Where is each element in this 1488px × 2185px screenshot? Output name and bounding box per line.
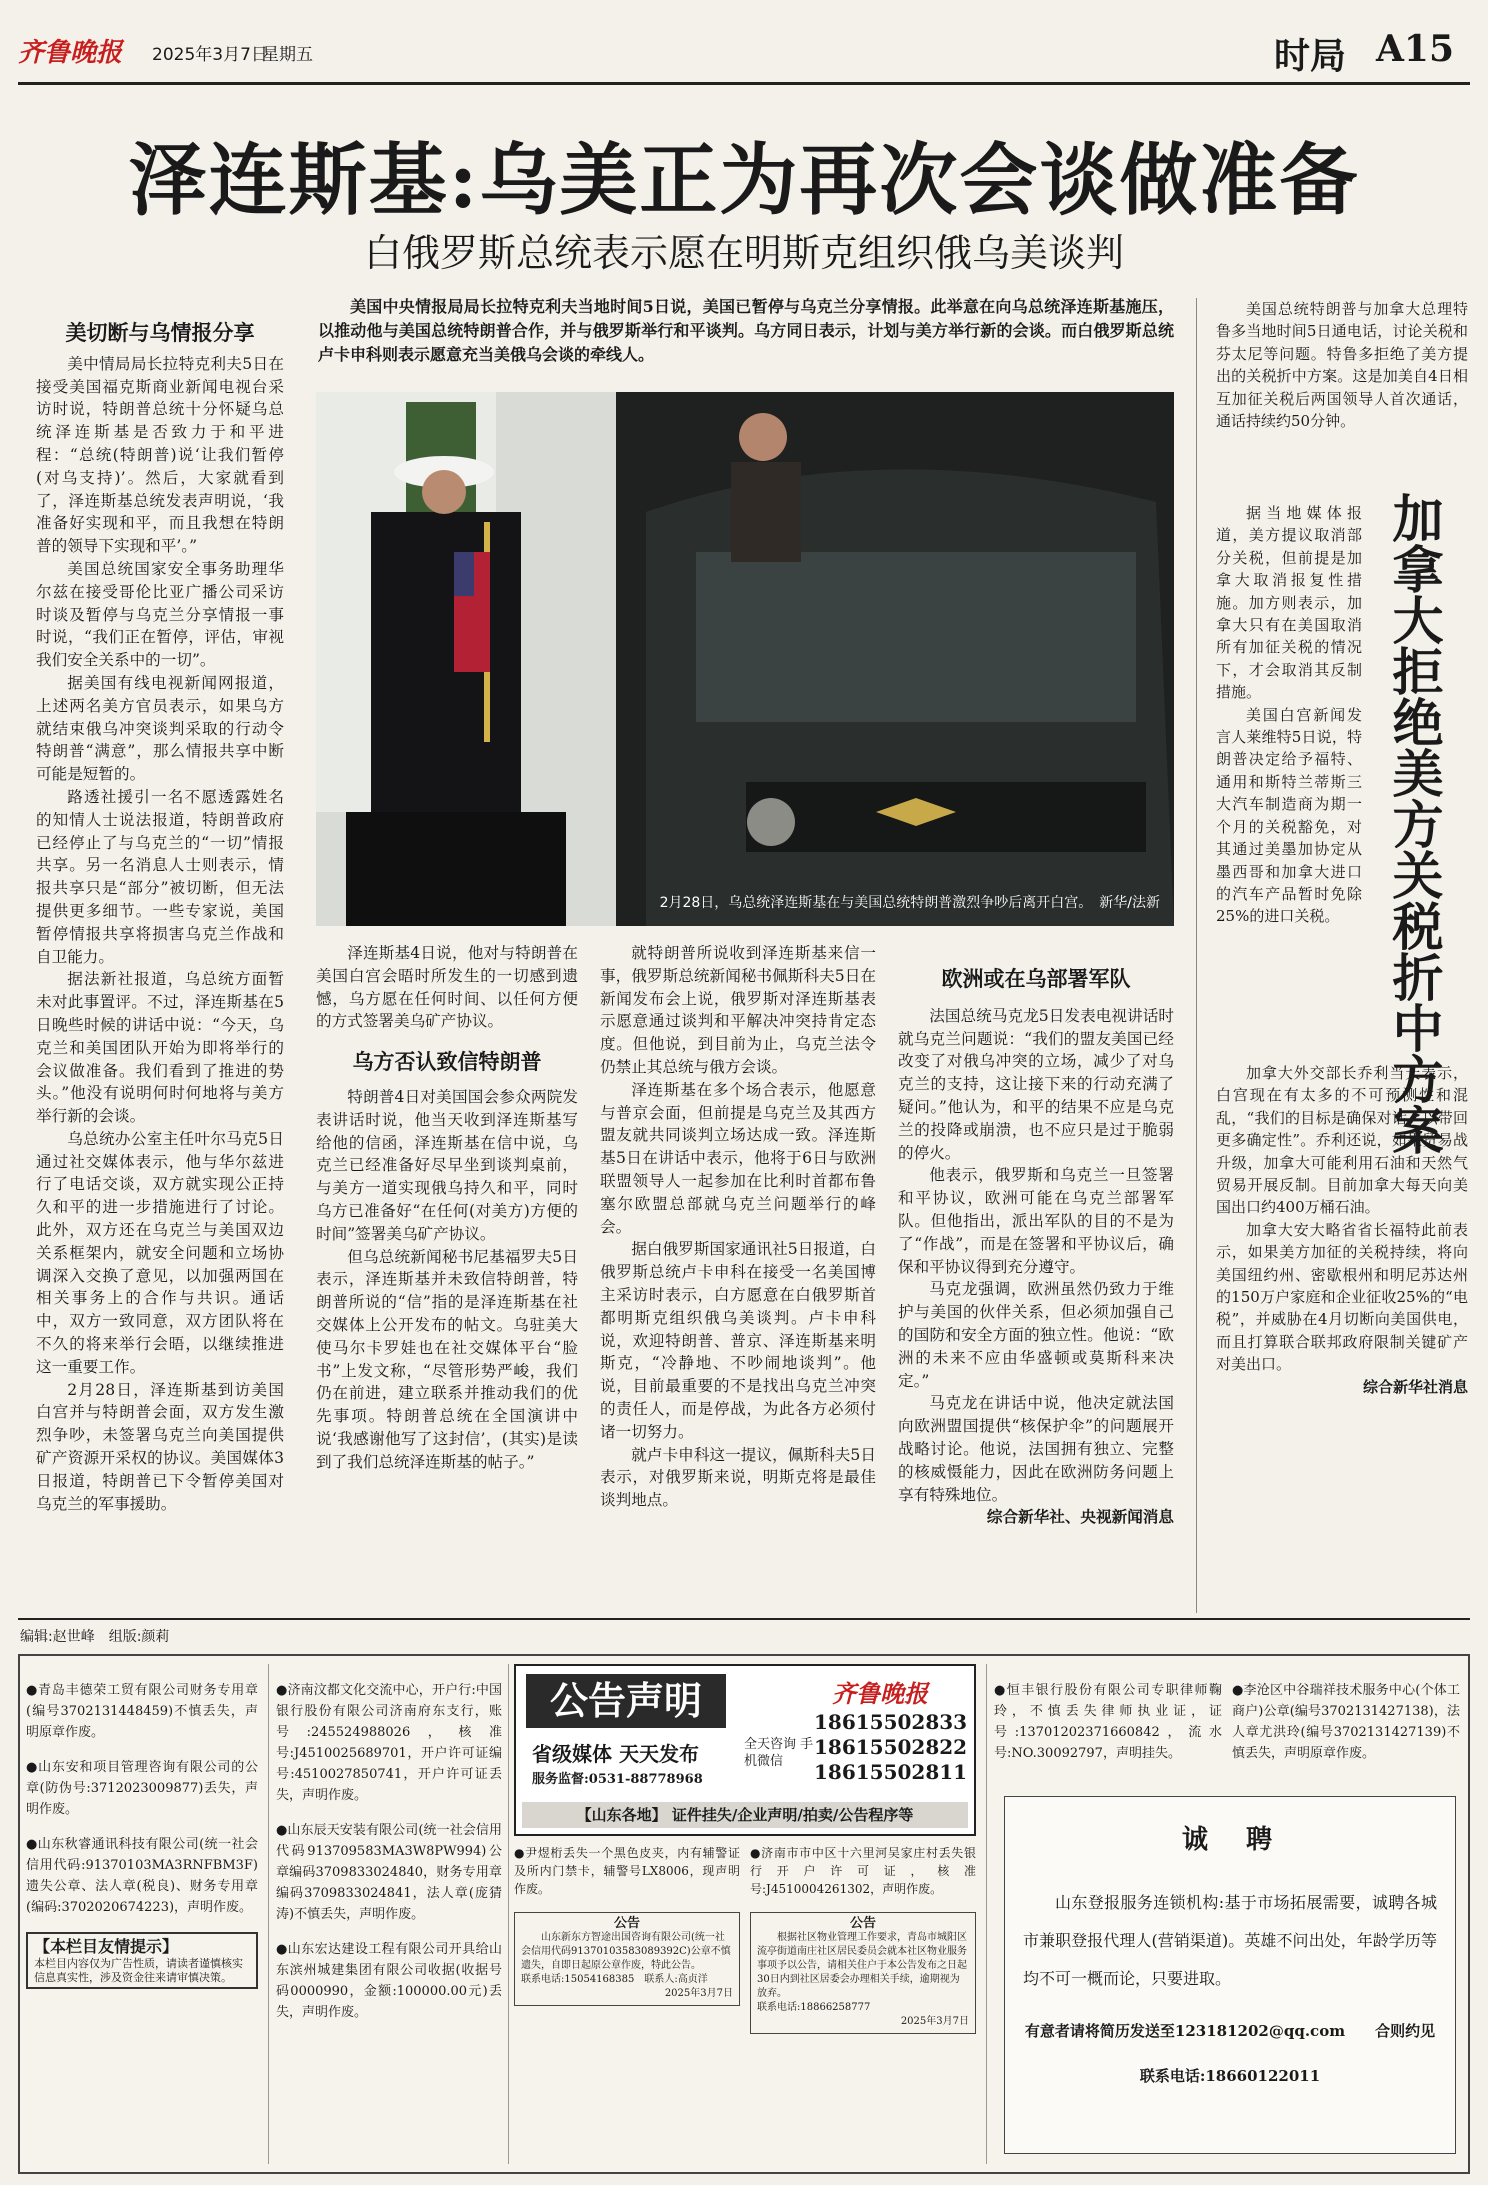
paragraph: 他表示，俄罗斯和乌克兰一旦签署和平协议，欧洲可能在乌克兰部署军队。但他指出，派出军队的目的不是为了“作战”，而是在签署和平协议后，确保和平协议得到充分遵守。 — [898, 1166, 1174, 1276]
phone-number: 18615502833 — [814, 1710, 968, 1734]
page-number: A15 — [1376, 28, 1455, 70]
paragraph: 美中情局局长拉特克利夫5日在接受美国福克斯商业新闻电视台采访时说，特朗普总统十分怀疑乌总统泽连斯基是否致力于和平进程：“总统(特朗普)说‘让我们暂停(对乌支持)’。然后，大家就看到了，泽连斯基总统发表声明说，‘我准备好实现和平，而且我想在特朗普的领导下实现和平’。” — [36, 354, 284, 556]
hotline-label: 全天咨询 手机微信 — [744, 1737, 814, 1769]
recruit-body: 山东登报服务连锁机构:基于市场拓展需要，诚聘各城市兼职登报代理人(营销渠道)。英雄不问出处，年龄学历等均不可一概而论，只要进取。 — [1023, 1893, 1437, 1988]
paragraph: 加拿大外交部长乔利当天表示，白宫现在有太多的不可预测性和混乱，“我们的目标是确保对话，以带回更多确定性”。乔利还说，如果贸易战升级，加拿大可能利用石油和天然气贸易开展反制。目前加拿大每天向美国出口约400万桶石油。 — [1216, 1064, 1468, 1217]
reminder-box — [26, 1932, 258, 1989]
paragraph: 据当地媒体报道，美方提议取消部分关税，但前提是加拿大取消报复性措施。加方则表示，加拿大只有在美国取消所有加征关税的情况下，才会取消其反制措施。 — [1216, 504, 1362, 702]
classified-ad: ●山东安和项目管理咨询有限公司的公章(防伪号:3712023009877)丢失，声明作废。 — [26, 1760, 258, 1817]
paragraph: 但乌总统新闻秘书尼基福罗夫5日表示，泽连斯基并未致信特朗普，特朗普所说的“信”指的是泽连斯基在社交媒体上公开发布的帖文。乌驻美大使马尔卡罗娃也在社交媒体平台“脸书”上发文称，“尽管形势严峻，我们仍在前进，建立联系并推动我们的优先事项。特朗普总统在全国演讲中说‘我感谢他写了这封信’，(其实)是读到了我们总统泽连斯基的帖子。” — [316, 1247, 578, 1471]
reminder-text: 本栏目内容仅为广告性质，请读者谨慎核实信息真实性，涉及资金往来请审慎决策。 — [34, 1957, 243, 1984]
column-1 — [36, 312, 284, 1515]
notice-date: 2025年3月7日 — [664, 1988, 733, 1999]
paragraph: 泽连斯基4日说，他对与特朗普在美国白宫会晤时所发生的一切感到遗憾，乌方愿在任何时间、以任何方便的方式签署美乌矿产协议。 — [316, 944, 578, 1031]
paragraph: 美国总统特朗普与加拿大总理特鲁多当地时间5日通电话，讨论关税和芬太尼等问题。特鲁多拒绝了美方提出的关税折中方案。这是加美自4日相互加征关税后两国领导人首次通话，通话持续约50分钟。 — [1216, 300, 1468, 431]
ads-col-6 — [1232, 1680, 1460, 1778]
sidebar-divider — [1196, 298, 1197, 1613]
classified-ad: ●山东宏达建设工程有限公司开具给山东滨州城建集团有限公司收据(收据号码0000990，金额:100000.00元)丢失，声明作废。 — [276, 1942, 502, 2020]
paragraph: 马克龙强调，欧洲虽然仍致力于维护与美国的伙伴关系，但必须加强自己的国防和安全方面的独立性。他说：“欧洲的未来不应由华盛顿或莫斯科来决定。” — [898, 1280, 1174, 1390]
subhead-intel: 美切断与乌情报分享 — [65, 320, 255, 345]
classified-ad: ●恒丰银行股份有限公司专职律师鞠玲，不慎丢失律师执业证，证号:13701202371660842，流水号:NO.30092797，声明挂失。 — [994, 1683, 1222, 1761]
subheadline: 白俄罗斯总统表示愿在明斯克组织俄乌美谈判 — [363, 231, 1124, 275]
ads-col-1 — [26, 1680, 258, 1989]
classified-ad: ●济南市市中区十六里河吴家庄村丢失银行开户许可证，核准号:J4510004261302，声明作废。 — [750, 1846, 976, 1896]
column-3 — [600, 942, 876, 1512]
notice-heading: 公告 — [613, 1916, 640, 1931]
paragraph: 马克龙在讲话中说，他决定就法国向欧洲盟国提供“核保护伞”的问题展开战略讨论。他说，法国拥有独立、完整的核威慑能力，因此在欧洲防务问题上享有特殊地位。 — [898, 1394, 1174, 1504]
recruit-phone: 联系电话:18660122011 — [1139, 2067, 1321, 2085]
section-name: 时局 — [1274, 35, 1347, 77]
sidebar-credit: 综合新华社消息 — [1362, 1377, 1468, 1396]
canada-article-bottom — [1216, 1062, 1468, 1398]
notice-date: 2025年3月7日 — [900, 2016, 969, 2027]
paragraph: 泽连斯基在多个场合表示，他愿意与普京会面，但前提是乌克兰及其西方盟友就共同谈判立场达成一致。泽连斯基5日在讲话中表示，他将于6日与欧洲联盟领导人一起参加在比利时首都布鲁塞尔欧盟总部就乌克兰问题举行的峰会。 — [600, 1080, 876, 1236]
sidebar-headline: 加拿大拒绝美方关税折中方案 — [1383, 492, 1443, 1155]
ad-divider — [268, 1664, 269, 2164]
article-credit: 综合新华社、央视新闻消息 — [986, 1507, 1174, 1527]
notice-services: 【山东各地】 证件挂失/企业声明/拍卖/公告程序等 — [522, 1802, 968, 1828]
canada-article-narrow — [1216, 502, 1362, 928]
subhead-letter: 乌方否认致信特朗普 — [352, 1049, 542, 1075]
notice-body: 根据社区物业管理工作要求，青岛市城阳区流亭街道南庄社区居民委员会就本社区物业服务事项予以公告，请相关住户于本公告发布之日起30日内到社区居委会办理相关手续，逾期视为放弃。 — [757, 1932, 967, 1999]
ads-col-3 — [514, 1844, 740, 2006]
notice-slogan: 省级媒体 天天发布 — [532, 1742, 699, 1766]
canada-article — [1216, 298, 1468, 432]
ads-col-4 — [750, 1844, 976, 2034]
issue-date: 2025年3月7日 — [152, 45, 268, 65]
classified-ad: ●山东秋睿通讯科技有限公司(统一社会信用代码:91370103MA3RNFBM3F)遗失公章、法人章(税良)、财务专用章(编码:3702020674223)，声明作废。 — [26, 1837, 258, 1915]
public-notice-1 — [514, 1912, 740, 2006]
headline: 泽连斯基:乌美正为再次会谈做准备 — [128, 135, 1360, 226]
notice-heading: 公告 — [849, 1916, 876, 1931]
column-2 — [316, 942, 578, 1474]
classified-ad: ●济南汶都文化交流中心，开户行:中国银行股份有限公司济南府东支行，账号:245524988026，核准号:J4510025689701，开户许可证编号:4510027850741，开户许可证丢失，声明作废。 — [276, 1683, 502, 1803]
notice-brand: 齐鲁晚报 — [832, 1679, 928, 1708]
paragraph: 法国总统马克龙5日发表电视讲话时就乌克兰问题说：“我们的盟友美国已经改变了对俄乌冲突的立场，减少了对乌克兰的支持，这让接下来的行动充满了疑问。”他认为，和平的结果不应是乌克兰的投降或崩溃，也不应只是过于脆弱的停火。 — [898, 1006, 1174, 1162]
reminder-title: 【本栏目友情提示】 — [34, 1937, 179, 1956]
phone-number: 18615502822 — [814, 1735, 968, 1759]
paragraph: 就特朗普所说收到泽连斯基来信一事，俄罗斯总统新闻秘书佩斯科夫5日在新闻发布会上说，俄罗斯对泽连斯基表示愿意通过谈判和平解决冲突持肯定态度。但他说，到目前为止，乌克兰法令仍禁止其总统与俄方会谈。 — [600, 944, 876, 1076]
masthead-rule — [18, 82, 1470, 85]
recruit-title: 诚 聘 — [1181, 1825, 1278, 1855]
ads-col-2 — [276, 1680, 502, 2037]
notice-contact: 联系电话:18866258777 — [757, 2002, 871, 2013]
paragraph: 美国白宫新闻发言人莱维特5日说，特朗普决定给予福特、通用和斯特兰蒂斯三大汽车制造商为期一个月的关税豁免，对其通过美墨加协定从墨西哥和加拿大进口的汽车产品暂时免除25%的进口关税。 — [1216, 705, 1362, 926]
lead-paragraph: 美国中央情报局局长拉特克利夫当地时间5日说，美国已暂停与乌克兰分享情报。此举意在向乌总统泽连斯基施压，以推动他与美国总统特朗普合作，并与俄罗斯举行和平谈判。乌方同日表示，计划与美方举行新的会谈。而白俄罗斯总统卢卡申科则表示愿意充当美俄乌会谈的牵线人。 — [318, 297, 1174, 364]
notice-body: 山东新东方智途出国咨询有限公司(统一社会信用代码91370103583089392C)公章不慎遗失，自即日起原公章作废，特此公告。 — [521, 1932, 731, 1971]
ads-col-5 — [994, 1680, 1222, 1778]
paragraph: 据法新社报道，乌总统方面暂未对此事置评。不过，泽连斯基在5日晚些时候的讲话中说：“今天，乌克兰和美国团队开始为即将举行的会议做准备。我们看到了推进的势头。”他没有说明何时何地将与美方举行新的会谈。 — [36, 970, 284, 1126]
classified-ad: ●青岛丰德荣工贸有限公司财务专用章(编号3702131448459)不慎丢失，声明原章作废。 — [26, 1683, 258, 1740]
paragraph: 美国总统国家安全事务助理华尔兹在接受哥伦比亚广播公司采访时谈及暂停与乌克兰分享情报一事时说，“我们正在暂停，评估，审视我们安全关系中的一切”。 — [36, 559, 284, 670]
paragraph: 特朗普4日对美国国会参众两院发表讲话时说，他当天收到泽连斯基写给他的信函，泽连斯基在信中说，乌克兰已经准备好尽早坐到谈判桌前，与美方一道实现俄乌持久和平，同时乌方已准备好“在任何(对美方)方便的时间”签署美乌矿产协议。 — [316, 1087, 578, 1243]
subhead-europe: 欧洲或在乌部署军队 — [941, 966, 1131, 991]
photo-illustration — [316, 392, 1174, 926]
ad-divider — [508, 1664, 509, 2164]
notice-service-box — [514, 1664, 976, 1836]
notice-contact: 联系电话:15054168385 联系人:高贞洋 — [521, 1974, 708, 1985]
newspaper-logo: 齐鲁晚报 — [18, 38, 123, 68]
footer-rule — [18, 1618, 1470, 1620]
classified-ad: ●尹煜桁丢失一个黑色皮夹，内有辅警证及所内门禁卡，辅警号LX8006，现声明作废。 — [514, 1846, 740, 1896]
notice-supervise: 服务监督:0531-88778968 — [532, 1772, 703, 1787]
paragraph: 就卢卡申科这一提议，佩斯科夫5日表示，对俄罗斯来说，明斯克将是最佳谈判地点。 — [600, 1445, 876, 1510]
classified-ad: ●山东辰天安装有限公司(统一社会信用代码913709583MA3W8PW994)公章编码3709833024840，财务专用章编码3709833024841，法人章(庞猜涛)不慎丢失，声明作废。 — [276, 1823, 502, 1922]
paragraph: 据美国有线电视新闻网报道，上述两名美方官员表示，如果乌方就结束俄乌冲突谈判采取的行动令特朗普“满意”，那么情报共享中断可能是短暂的。 — [36, 673, 284, 784]
classified-ad: ●李沧区中谷瑞祥技术服务中心(个体工商户)公章(编号3702131427138)，法人章尤洪玲(编号3702131427139)不慎丢失，声明原章作废。 — [1232, 1683, 1460, 1761]
paragraph: 乌总统办公室主任叶尔马克5日通过社交媒体表示，他与华尔兹进行了电话交谈，双方就实现公正持久和平的进一步措施进行了讨论。此外，双方还在乌克兰与美国双边关系框架内，就安全问题和立场协调深入交换了意见，以加强两国在相关事务上的合作与共识。通话中，双方一致同意，双方团队将在不久的将来举行会晤，以继续推进这一重要工作。 — [36, 1129, 284, 1376]
paragraph: 路透社援引一名不愿透露姓名的知情人士说法报道，特朗普政府已经停止了与乌克兰的“一切”情报共享。另一名消息人士则表示，情报共享只是“部分”被切断，但无法提供更多细节。一些专家说，美国暂停情报共享将损害乌克兰作战和自卫能力。 — [36, 787, 284, 966]
recruit-contact-mail: 有意者请将简历发送至123181202@qq.com 合则约见 — [1024, 2022, 1436, 2040]
photo-caption: 2月28日，乌总统泽连斯基在与美国总统特朗普激烈争吵后离开白宫。 新华/法新 — [659, 895, 1160, 911]
editor-credit: 编辑:赵世峰 组版:颜莉 — [20, 1629, 170, 1645]
paragraph: 加拿大安大略省省长福特此前表示，如果美方加征的关税持续，将向美国纽约州、密歇根州和明尼苏达州的150万户家庭和企业征收25%的“电税”，并威胁在4月切断向美国供电，而且打算联合联邦政府限制关键矿产对美出口。 — [1216, 1220, 1468, 1374]
paragraph: 据白俄罗斯国家通讯社5日报道，白俄罗斯总统卢卡申科在接受一名美国博主采访时表示，白方愿意在白俄罗斯首都明斯克组织俄乌美谈判。卢卡申科说，欢迎特朗普、普京、泽连斯基来明斯克，“冷静地、不吵闹地谈判”。他说，目前最重要的不是找出乌克兰冲突的责任人，而是停战，为此各方必须付诸一切努力。 — [600, 1240, 876, 1441]
weekday: 星期五 — [262, 45, 313, 65]
phone-number: 18615502811 — [814, 1760, 968, 1784]
notice-title: 公告声明 — [526, 1674, 726, 1728]
paragraph: 2月28日，泽连斯基到访美国白宫并与特朗普会面，双方发生激烈争吵，未签署乌克兰向美国提供矿产资源开采权的协议。美国媒体3日报道，特朗普已下令暂停美国对乌克兰的军事援助。 — [36, 1380, 284, 1513]
recruitment-box — [1004, 1796, 1456, 2154]
news-photo — [316, 392, 1174, 926]
column-4 — [898, 942, 1174, 1529]
hotline-numbers — [814, 1710, 967, 1785]
public-notice-2 — [750, 1912, 976, 2034]
ad-divider — [986, 1664, 987, 2164]
